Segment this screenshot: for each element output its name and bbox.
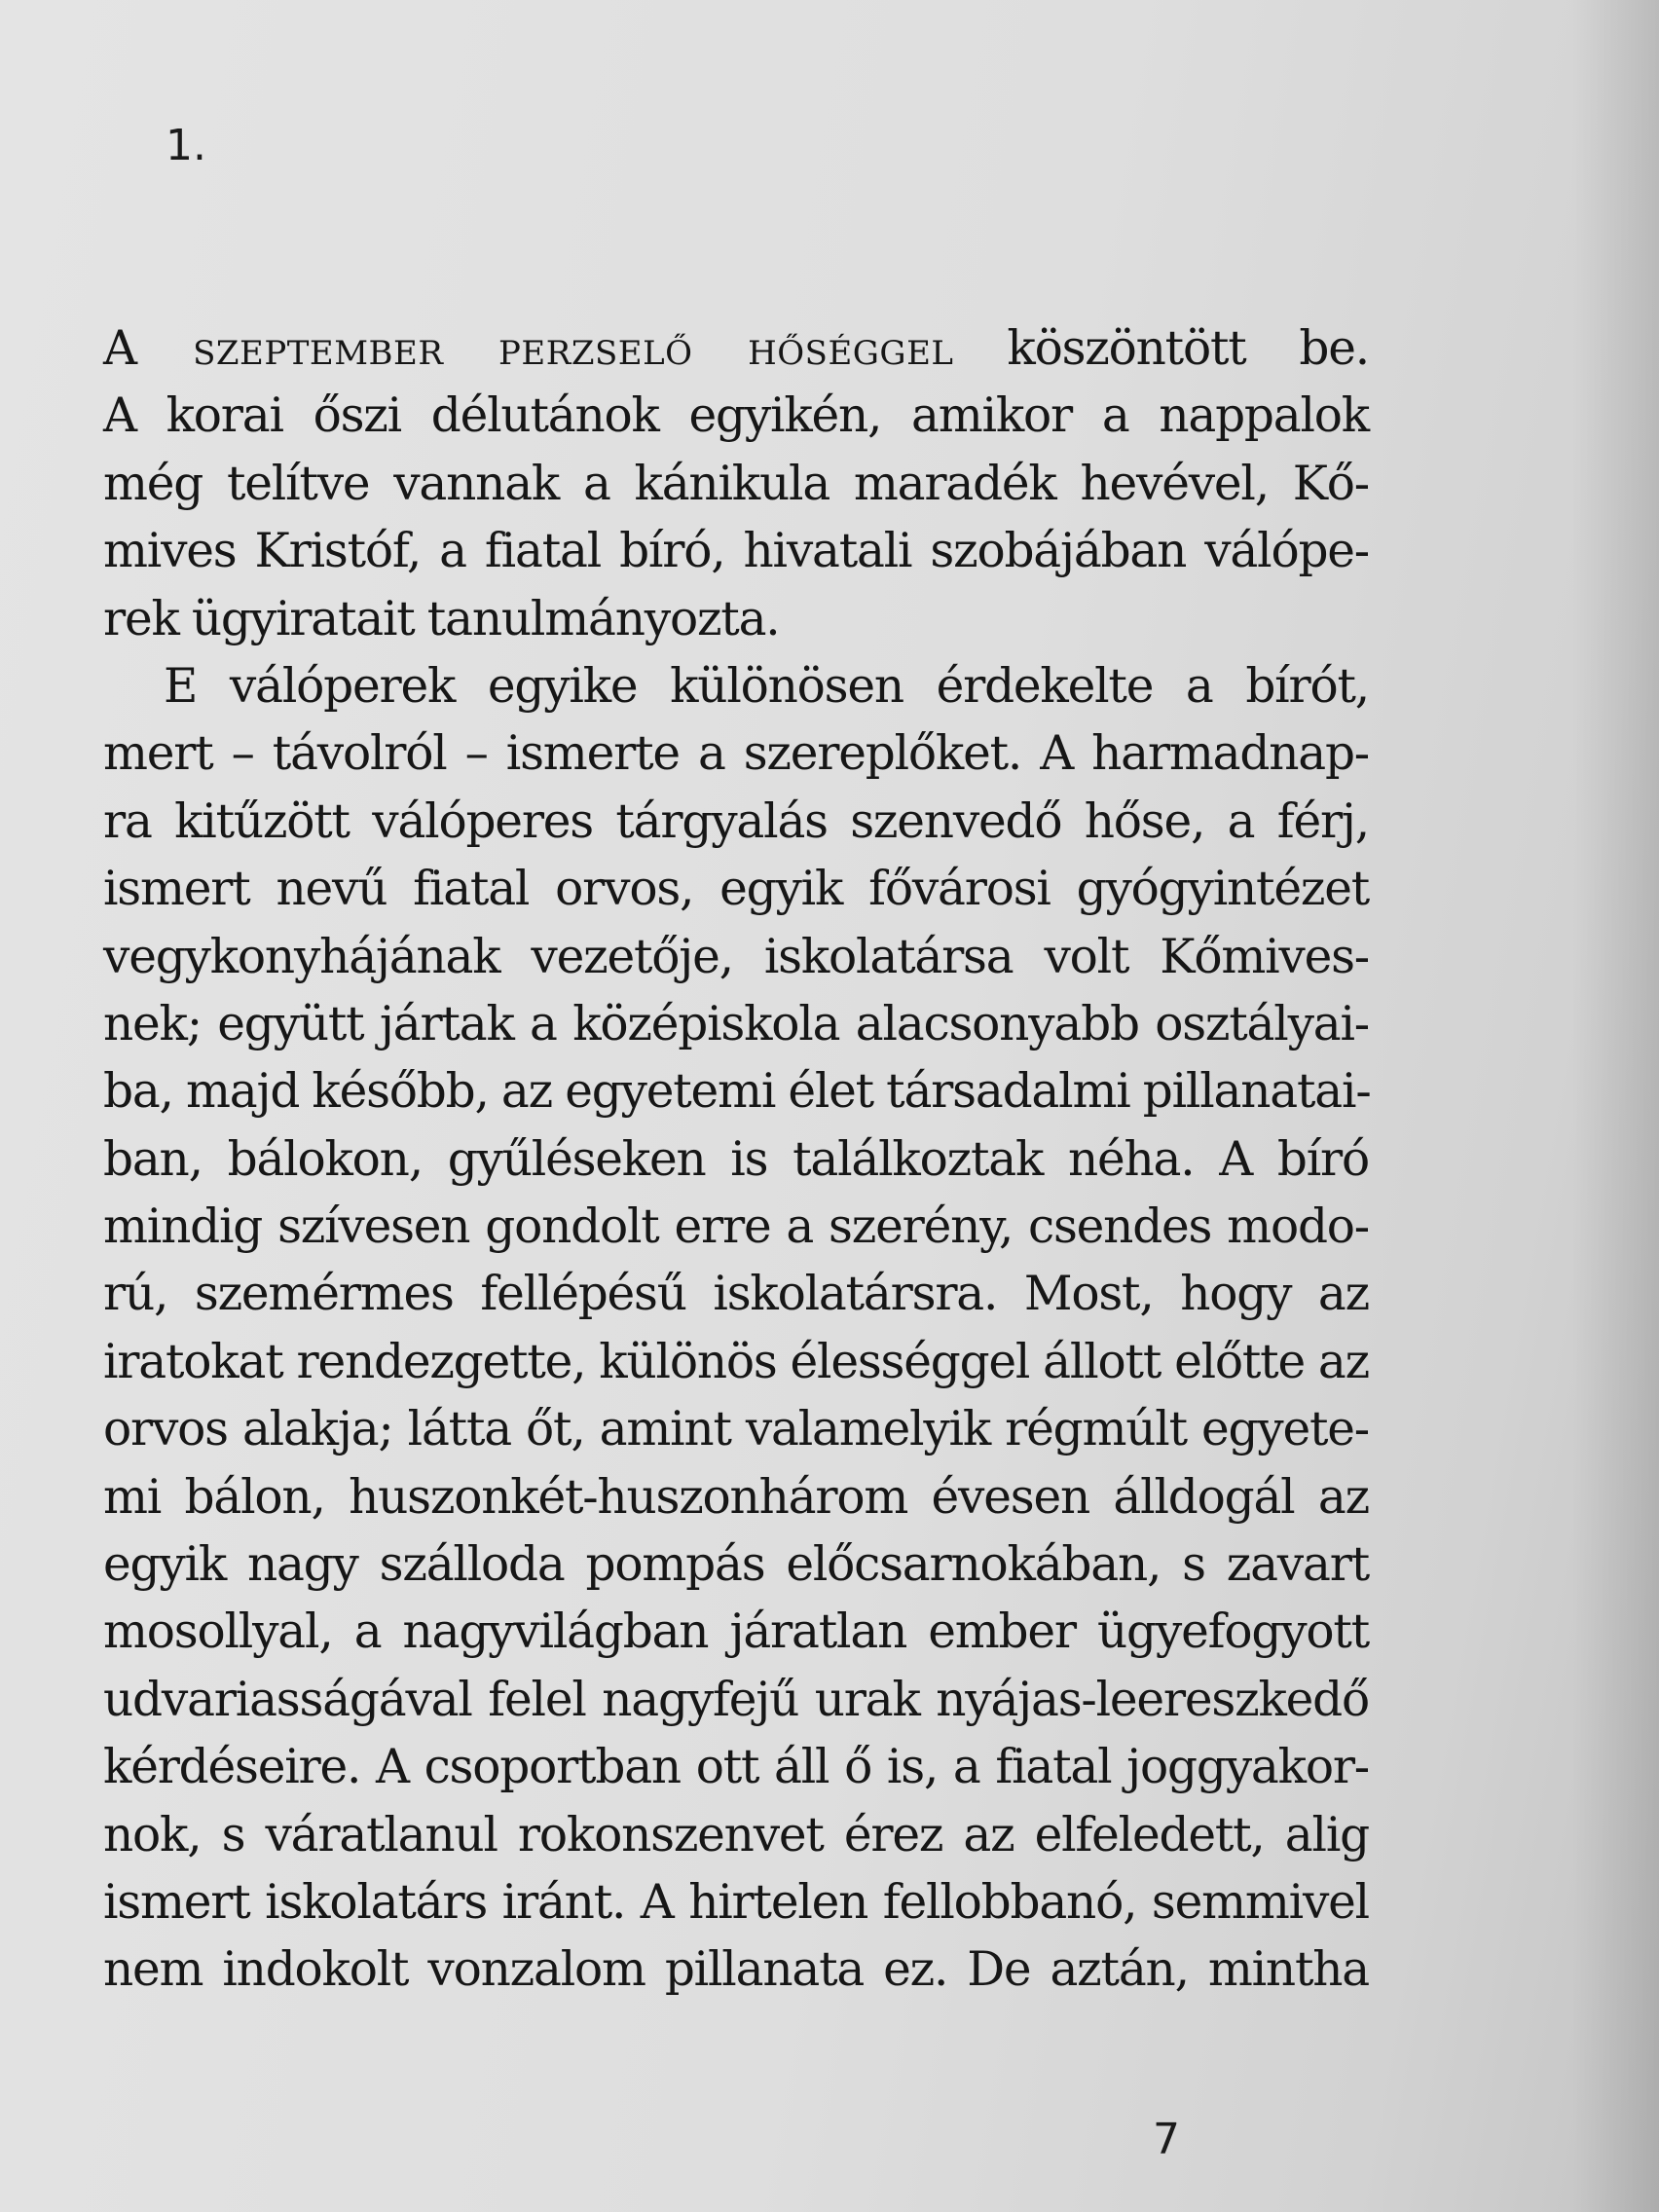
text-line: nek; együtt jártak a középiskola alacsonyabb osztályai- xyxy=(103,996,1369,1051)
text-line: ba, majd később, az egyetemi élet társadalmi pillanatai- xyxy=(103,1064,1371,1120)
text-line: rú, szemérmes fellépésű iskolatársra. Most, hogy az xyxy=(103,1267,1369,1322)
text-line: mosollyal, a nagyvilágban járatlan ember ügyefogyott xyxy=(103,1604,1369,1660)
text-line: mi bálon, huszonkét-huszonhárom évesen álldogál az xyxy=(103,1469,1369,1525)
text-line xyxy=(103,315,1369,383)
text-line: mindig szívesen gondolt erre a szerény, csendes modo- xyxy=(103,1199,1369,1255)
text-line: udvariasságával felel nagyfejű urak nyájas-leereszkedő xyxy=(103,1672,1369,1727)
opening-smallcaps: A szeptember perzselő hőséggel xyxy=(103,321,954,376)
text-line: ban, bálokon, gyűléseken is találkoztak néha. A bíró xyxy=(103,1131,1369,1187)
text-line: ra kitűzött válóperes tárgyalás szenvedő hőse, a férj, xyxy=(103,793,1369,849)
text-line: E válóperek egyike különösen érdekelte a bírót, xyxy=(164,658,1369,714)
text-line: iratokat rendezgette, különös élességgel állott előtte az xyxy=(103,1334,1369,1389)
text-line: egyik nagy szálloda pompás előcsarnokában, s zavart xyxy=(103,1537,1369,1593)
text-line: ismert iskolatárs iránt. A hirtelen fellobbanó, semmivel xyxy=(103,1874,1369,1930)
body-text xyxy=(103,315,1369,2005)
chapter-number: 1. xyxy=(166,121,206,170)
text-line: kérdéseire. A csoportban ott áll ő is, a fiatal joggyakor- xyxy=(103,1740,1369,1795)
text-line: vegykonyhájának vezetője, iskolatársa volt Kőmives- xyxy=(103,929,1369,984)
text-line: mives Kristóf, a fiatal bíró, hivatali szobájában válópe- xyxy=(103,524,1369,579)
text-line: A korai őszi délutánok egyikén, amikor a nappalok xyxy=(103,388,1369,444)
text-line: ismert nevű fiatal orvos, egyik fővárosi gyógyintézet xyxy=(103,862,1369,917)
text-line: nem indokolt vonzalom pillanata ez. De aztán, mintha xyxy=(103,1942,1369,1998)
page-number: 7 xyxy=(1153,2115,1180,2164)
text-line: még telítve vannak a kánikula maradék hevével, Kő- xyxy=(103,456,1369,511)
text-line: mert – távolról – ismerte a szereplőket. A harmadnap- xyxy=(103,726,1369,782)
text-line: orvos alakja; látta őt, amint valamelyik régmúlt egyete- xyxy=(103,1402,1369,1457)
text-line: rek ügyiratait tanulmányozta. xyxy=(103,591,780,646)
text-line: nok, s váratlanul rokonszenvet érez az elfeledett, alig xyxy=(103,1807,1369,1862)
line-remainder: köszöntött be. xyxy=(1007,321,1369,376)
